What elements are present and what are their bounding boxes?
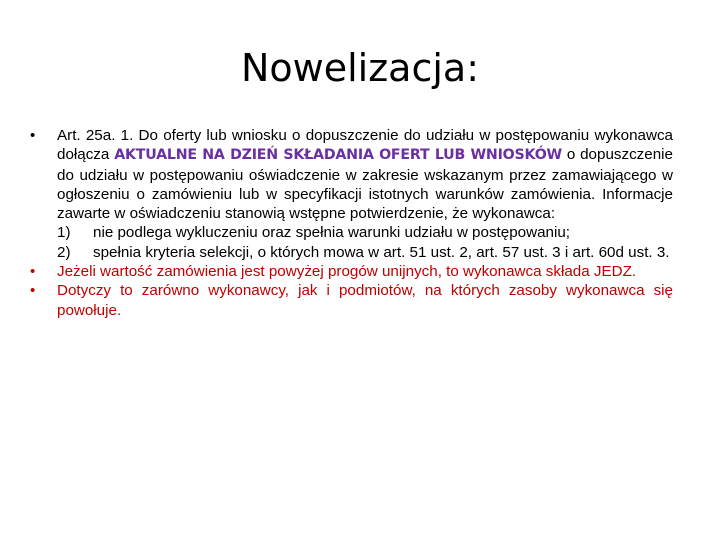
- bullet-dot-icon: •: [30, 282, 36, 300]
- bullet-podmioty: [30, 281, 673, 320]
- bullet-jedz: [30, 262, 673, 281]
- bullet-text-after: o dopuszczenie do udziału w postępowaniu oświadczenie w zakresie wskazanym przez zamawiającego w ogłoszeniu o zamówieniu lub w specyfikacji istotnych warunków zamówienia. Informacje zawarte w oświadczeniu stanowią wstępne potwierdzenie, że wykonawca:: [57, 146, 673, 223]
- slide-title: Nowelizacja:: [240, 46, 480, 90]
- list-item-text: nie podlega wykluczeniu oraz spełnia warunki udziału w postępowaniu;: [93, 224, 571, 242]
- bullet-text-before: Art. 25a. 1. Do oferty lub wniosku o dopuszczenie do udziału w postępowaniu wykonawca dołącza: [57, 127, 673, 164]
- slide-content: [30, 126, 673, 320]
- list-item-1: [57, 223, 673, 242]
- bullet-text: Dotyczy to zarówno wykonawcy, jak i podmiotów, na których zasoby wykonawca się powołuje.: [57, 282, 673, 319]
- list-item-text: spełnia kryteria selekcji, o których mowa w art. 51 ust. 2, art. 57 ust. 3 i art. 60d ust. 3.: [93, 243, 670, 261]
- list-item-2: [57, 243, 673, 262]
- bullet-dot-icon: •: [30, 127, 36, 144]
- bullet-dot-icon: •: [30, 263, 36, 281]
- highlighted-text: AKTUALNE NA DZIEŃ SKŁADANIA OFERT LUB WNIOSKÓW: [114, 147, 562, 164]
- list-item-number: 1): [57, 224, 71, 242]
- bullet-art-25a: [30, 126, 673, 262]
- list-item-number: 2): [57, 243, 71, 261]
- bullet-text: Jeżeli wartość zamówienia jest powyżej progów unijnych, to wykonawca składa JEDZ.: [57, 263, 637, 281]
